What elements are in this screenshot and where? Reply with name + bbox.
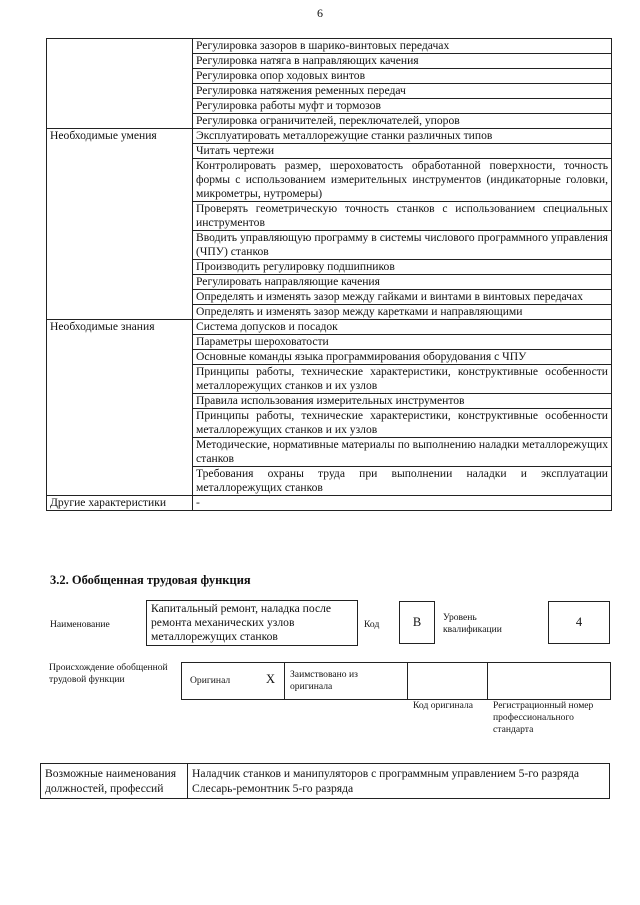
row-group-label	[47, 39, 193, 129]
position-value-1: Наладчик станков и манипуляторов с программным управлением 5-го разряда	[192, 767, 580, 780]
origin-divider-2	[407, 663, 408, 699]
table-row	[47, 320, 612, 335]
positions-label: Возможные наименования должностей, профессий	[41, 764, 188, 799]
row-text: Регулировка зазоров в шарико-винтовых передачах	[193, 39, 612, 54]
origin-registration-caption: Регистрационный номер профессионального стандарта	[493, 700, 594, 735]
row-text: Регулировать направляющие качения	[193, 275, 612, 290]
code-label: Код	[364, 619, 380, 630]
skills-knowledge-table	[46, 38, 612, 511]
row-text: Регулировка опор ходовых винтов	[193, 69, 612, 84]
page-number: 6	[317, 6, 323, 20]
section-title: 3.2. Обобщенная трудовая функция	[50, 573, 251, 587]
function-name-value: Капитальный ремонт, наладка после ремонта механических узлов металлорежущих станков	[151, 602, 332, 643]
row-text: Требования охраны труда при выполнении наладки и эксплуатации металлорежущих станков	[193, 467, 612, 496]
row-text: -	[193, 496, 612, 511]
row-text: Регулировка натяга в направляющих качения	[193, 54, 612, 69]
row-text: Правила использования измерительных инструментов	[193, 394, 612, 409]
row-text: Регулировка натяжения ременных передач	[193, 84, 612, 99]
name-label: Наименование	[50, 619, 110, 630]
row-text: Регулировка ограничителей, переключателей, упоров	[193, 114, 612, 129]
position-value-2: Слесарь-ремонтник 5-го разряда	[192, 782, 354, 795]
origin-code-caption: Код оригинала	[413, 700, 474, 711]
positions-values	[188, 764, 610, 799]
table-row	[47, 496, 612, 511]
level-box	[548, 601, 610, 644]
table-row	[47, 39, 612, 54]
origin-original-label: Оригинал	[190, 675, 231, 686]
row-text: Методические, нормативные материалы по выполнению наладки металлорежущих станков	[193, 438, 612, 467]
row-text: Определять и изменять зазор между гайками и винтами в винтовых передачах	[193, 290, 612, 305]
row-text: Принципы работы, технические характеристики, конструктивные особенности металлорежущих станков и их узлов	[193, 409, 612, 438]
origin-label: Происхождение обобщенной трудовой функции	[49, 662, 168, 685]
row-text: Система допусков и посадок	[193, 320, 612, 335]
row-text: Эксплуатировать металлорежущие станки различных типов	[193, 129, 612, 144]
origin-divider-1	[284, 663, 285, 699]
row-text: Определять и изменять зазор между каретками и направляющими	[193, 305, 612, 320]
row-text: Проверять геометрическую точность станков с использованием специальных инструментов	[193, 202, 612, 231]
origin-divider-3	[487, 663, 488, 699]
row-group-label: Необходимые знания	[47, 320, 193, 496]
row-text: Вводить управляющую программу в системы числового программного управления (ЧПУ) станков	[193, 231, 612, 260]
row-text: Регулировка работы муфт и тормозов	[193, 99, 612, 114]
origin-borrowed-label: Заимствовано из оригинала	[290, 669, 358, 692]
function-name-box	[146, 600, 358, 646]
row-text: Принципы работы, технические характеристики, конструктивные особенности металлорежущих станков и их узлов	[193, 365, 612, 394]
positions-table	[40, 763, 610, 799]
origin-box	[181, 662, 611, 700]
row-text: Контролировать размер, шероховатость обработанной поверхности, точность формы с использованием измерительных инструментов (индикаторные головки, микрометры, нутромеры)	[193, 159, 612, 202]
code-box	[399, 601, 435, 644]
level-value: 4	[575, 615, 583, 629]
code-value: B	[412, 615, 422, 629]
row-group-label: Необходимые умения	[47, 129, 193, 320]
origin-original-mark: X	[266, 672, 276, 686]
row-group-label: Другие характеристики	[47, 496, 193, 511]
row-text: Читать чертежи	[193, 144, 612, 159]
skills-table-body	[47, 39, 612, 511]
row-text: Основные команды языка программирования оборудования с ЧПУ	[193, 350, 612, 365]
level-label: Уровень квалификации	[443, 612, 502, 635]
table-row	[47, 129, 612, 144]
row-text: Производить регулировку подшипников	[193, 260, 612, 275]
row-text: Параметры шероховатости	[193, 335, 612, 350]
positions-row	[41, 764, 610, 799]
